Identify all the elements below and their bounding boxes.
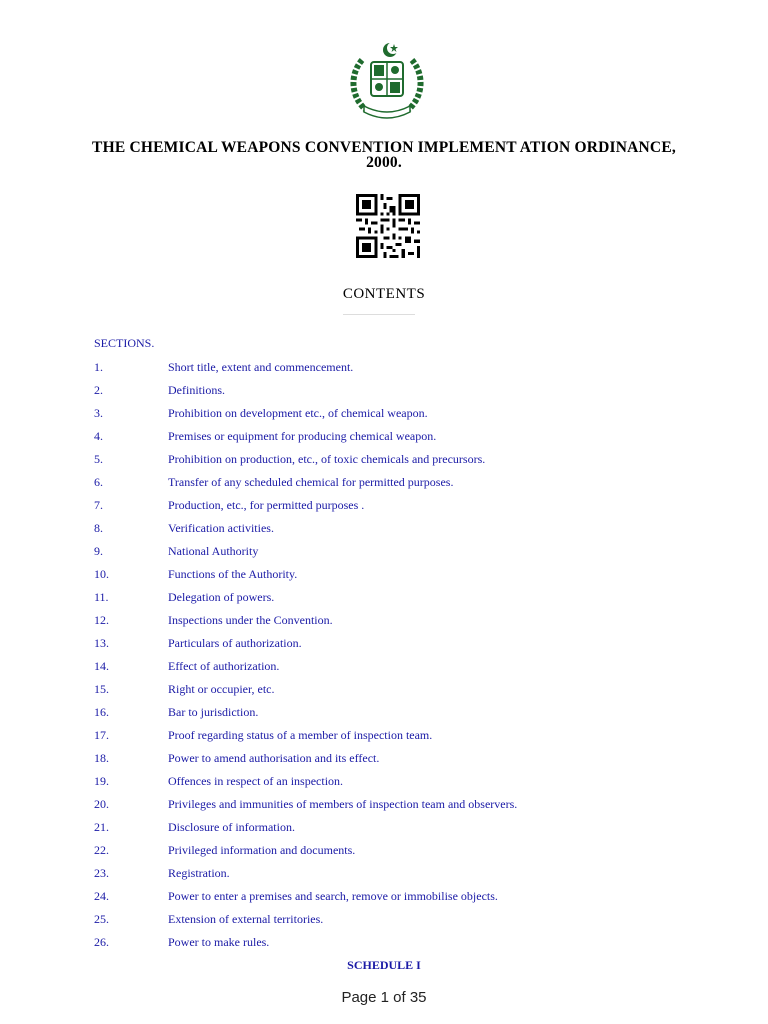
toc-item-link[interactable]: Short title, extent and commencement. [168,360,354,374]
toc-item[interactable] [94,796,517,819]
toc-item[interactable] [94,359,517,382]
toc-item-number: 13. [94,636,109,650]
toc-item-link[interactable]: Right or occupier, etc. [168,682,275,696]
toc-item[interactable] [94,681,517,704]
toc-item[interactable] [94,911,517,934]
toc-item[interactable] [94,451,517,474]
toc-item[interactable] [94,727,517,750]
toc-item-number: 5. [94,452,103,466]
toc-item-number: 4. [94,429,103,443]
toc-item-number: 9. [94,544,103,558]
toc-item-number: 15. [94,682,109,696]
toc-item[interactable] [94,589,517,612]
toc-item-number: 7. [94,498,103,512]
toc-item-number: 24. [94,889,109,903]
document-title [40,140,728,170]
toc-item-number: 17. [94,728,109,742]
toc-item-number: 10. [94,567,109,581]
contents-heading: CONTENTS [342,286,426,302]
toc-item-link[interactable]: National Authority [168,544,259,558]
toc-item-link[interactable]: Privileges and immunities of members of inspection team and observers. [168,797,518,811]
toc-item-link[interactable]: Power to make rules. [168,935,270,949]
toc-item-number: 19. [94,774,109,788]
toc-item-link[interactable]: Functions of the Authority. [168,567,298,581]
toc-item-number: 2. [94,383,103,397]
schedule-link[interactable]: SCHEDULE I [347,958,421,972]
toc-item[interactable] [94,612,517,635]
toc-item-number: 22. [94,843,109,857]
toc-item[interactable] [94,704,517,727]
toc-item[interactable] [94,773,517,796]
document-title-line-2: 2000. [366,154,402,171]
toc-item-link[interactable]: Verification activities. [168,521,274,535]
toc-item-number: 1. [94,360,103,374]
toc-item-link[interactable]: Prohibition on development etc., of chemical weapon. [168,406,428,420]
toc-item-number: 6. [94,475,103,489]
toc-item-link[interactable]: Production, etc., for permitted purposes . [168,498,365,512]
toc-item-link[interactable]: Effect of authorization. [168,659,280,673]
toc-item-link[interactable]: Inspections under the Convention. [168,613,333,627]
toc-item-number: 18. [94,751,109,765]
toc-item[interactable] [94,543,517,566]
toc-item[interactable] [94,566,517,589]
toc-item[interactable] [94,428,517,451]
toc-item[interactable] [94,934,517,957]
toc-item-link[interactable]: Power to amend authorisation and its effect. [168,751,380,765]
toc-item[interactable] [94,819,517,842]
toc-item-link[interactable]: Delegation of powers. [168,590,275,604]
toc-item-link[interactable]: Definitions. [168,383,225,397]
toc-item-link[interactable]: Transfer of any scheduled chemical for permitted purposes. [168,475,454,489]
toc-item[interactable] [94,888,517,911]
toc-item-link[interactable]: Registration. [168,866,230,880]
toc-item-link[interactable]: Particulars of authorization. [168,636,302,650]
toc-item-link[interactable]: Prohibition on production, etc., of toxic chemicals and precursors. [168,452,486,466]
table-of-contents [94,359,517,957]
document-title-line-1: THE CHEMICAL WEAPONS CONVENTION IMPLEMENT ATION ORDINANCE, [92,139,676,156]
toc-item-link[interactable]: Extension of external territories. [168,912,324,926]
toc-item-link[interactable]: Offences in respect of an inspection. [168,774,344,788]
toc-item-number: 3. [94,406,103,420]
toc-item-link[interactable]: Power to enter a premises and search, remove or immobilise objects. [168,889,498,903]
toc-item-number: 21. [94,820,109,834]
toc-item-number: 11. [94,590,109,604]
page-indicator: Page 1 of 35 [341,989,427,1006]
toc-item[interactable] [94,658,517,681]
toc-item-link[interactable]: Disclosure of information. [168,820,295,834]
toc-item[interactable] [94,842,517,865]
toc-item-number: 23. [94,866,109,880]
toc-item-number: 16. [94,705,109,719]
contents-divider [343,314,415,315]
toc-item[interactable] [94,497,517,520]
toc-item-link[interactable]: Bar to jurisdiction. [168,705,259,719]
toc-item-number: 14. [94,659,109,673]
toc-item-number: 26. [94,935,109,949]
toc-item[interactable] [94,474,517,497]
toc-item[interactable] [94,865,517,888]
toc-item[interactable] [94,750,517,773]
toc-item-number: 12. [94,613,109,627]
toc-item-link[interactable]: Premises or equipment for producing chemical weapon. [168,429,437,443]
toc-item[interactable] [94,520,517,543]
toc-item-number: 8. [94,521,103,535]
toc-item-number: 25. [94,912,109,926]
toc-item[interactable] [94,635,517,658]
qr-code-icon [356,194,420,258]
toc-item-number: 20. [94,797,109,811]
state-emblem-icon [344,40,430,124]
sections-label: SECTIONS. [94,336,155,350]
toc-item[interactable] [94,405,517,428]
toc-item-link[interactable]: Privileged information and documents. [168,843,356,857]
toc-item[interactable] [94,382,517,405]
toc-item-link[interactable]: Proof regarding status of a member of inspection team. [168,728,433,742]
